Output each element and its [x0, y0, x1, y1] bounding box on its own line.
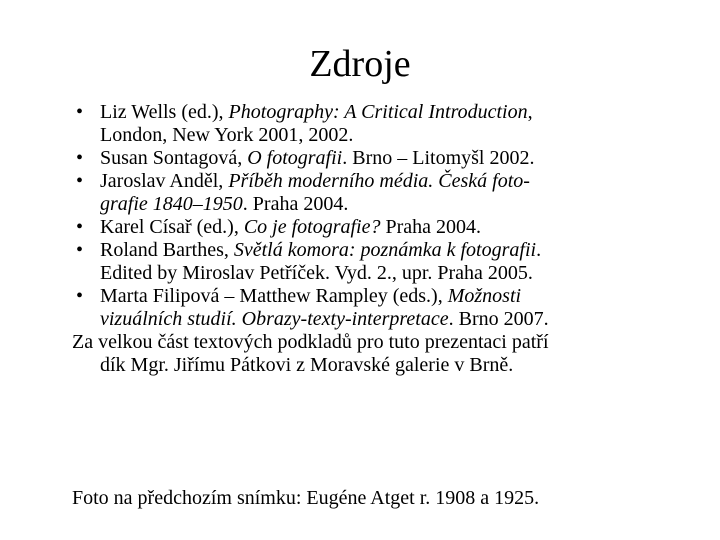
source-item — [72, 285, 672, 331]
source-text: Praha 2004. — [380, 216, 482, 238]
acknowledgement-line-2: dík Mgr. Jiřímu Pátkovi z Moravské galerie v Brně. — [100, 354, 514, 376]
source-text: . Praha 2004. — [242, 193, 349, 215]
source-title: Co je fotografie? — [243, 216, 381, 238]
bullet-icon: • — [76, 216, 84, 238]
source-line — [100, 124, 672, 147]
source-title: O fotografii — [247, 147, 343, 169]
source-item — [72, 216, 672, 239]
source-text: Roland Barthes, — [100, 239, 234, 261]
source-line — [100, 216, 672, 239]
source-title: Příběh moderního média. Česká foto- — [228, 170, 530, 192]
source-item — [72, 147, 672, 170]
source-title: Možnosti — [447, 285, 522, 307]
page-title: Zdroje — [309, 43, 411, 85]
source-line — [100, 308, 672, 331]
source-text: , — [527, 101, 533, 123]
source-item — [72, 101, 672, 147]
photo-credit: Foto na předchozím snímku: Eugéne Atget r. 1908 a 1925. — [72, 487, 540, 509]
source-line — [100, 239, 672, 262]
source-title: vizuálních studií. Obrazy-texty-interpretace — [100, 308, 449, 330]
source-text: . Brno 2007. — [448, 308, 549, 330]
source-text: Edited by Miroslav Petříček. Vyd. 2., upr. Praha 2005. — [100, 262, 533, 284]
bullet-icon: • — [76, 239, 84, 261]
bullet-icon: • — [76, 170, 84, 192]
bullet-icon: • — [76, 147, 84, 169]
bullet-list — [72, 101, 672, 331]
source-text: . Brno – Litomyšl 2002. — [342, 147, 535, 169]
source-line — [100, 101, 672, 124]
source-title: Photography: A Critical Introduction — [228, 101, 528, 123]
source-line — [100, 262, 672, 285]
source-text: Jaroslav Anděl, — [100, 170, 229, 192]
sources-list — [72, 101, 672, 377]
source-line — [100, 285, 672, 308]
source-line — [100, 147, 672, 170]
source-title: Světlá komora: poznámka k fotografii — [233, 239, 537, 261]
source-text: Susan Sontagová, — [100, 147, 248, 169]
source-title: grafie 1840–1950 — [100, 193, 243, 215]
acknowledgement-line-1: Za velkou část textových podkladů pro tuto prezentaci patří — [72, 331, 549, 353]
source-text: . — [536, 239, 542, 261]
acknowledgement — [72, 331, 672, 377]
bullet-icon: • — [76, 101, 84, 123]
source-text: Marta Filipová – Matthew Rampley (eds.), — [100, 285, 448, 307]
source-text: London, New York 2001, 2002. — [100, 124, 354, 146]
source-line — [100, 170, 672, 193]
source-text: Liz Wells (ed.), — [100, 101, 229, 123]
bullet-icon: • — [76, 285, 84, 307]
source-text: Karel Císař (ed.), — [100, 216, 244, 238]
source-line — [100, 193, 672, 216]
source-item — [72, 239, 672, 285]
source-item — [72, 170, 672, 216]
